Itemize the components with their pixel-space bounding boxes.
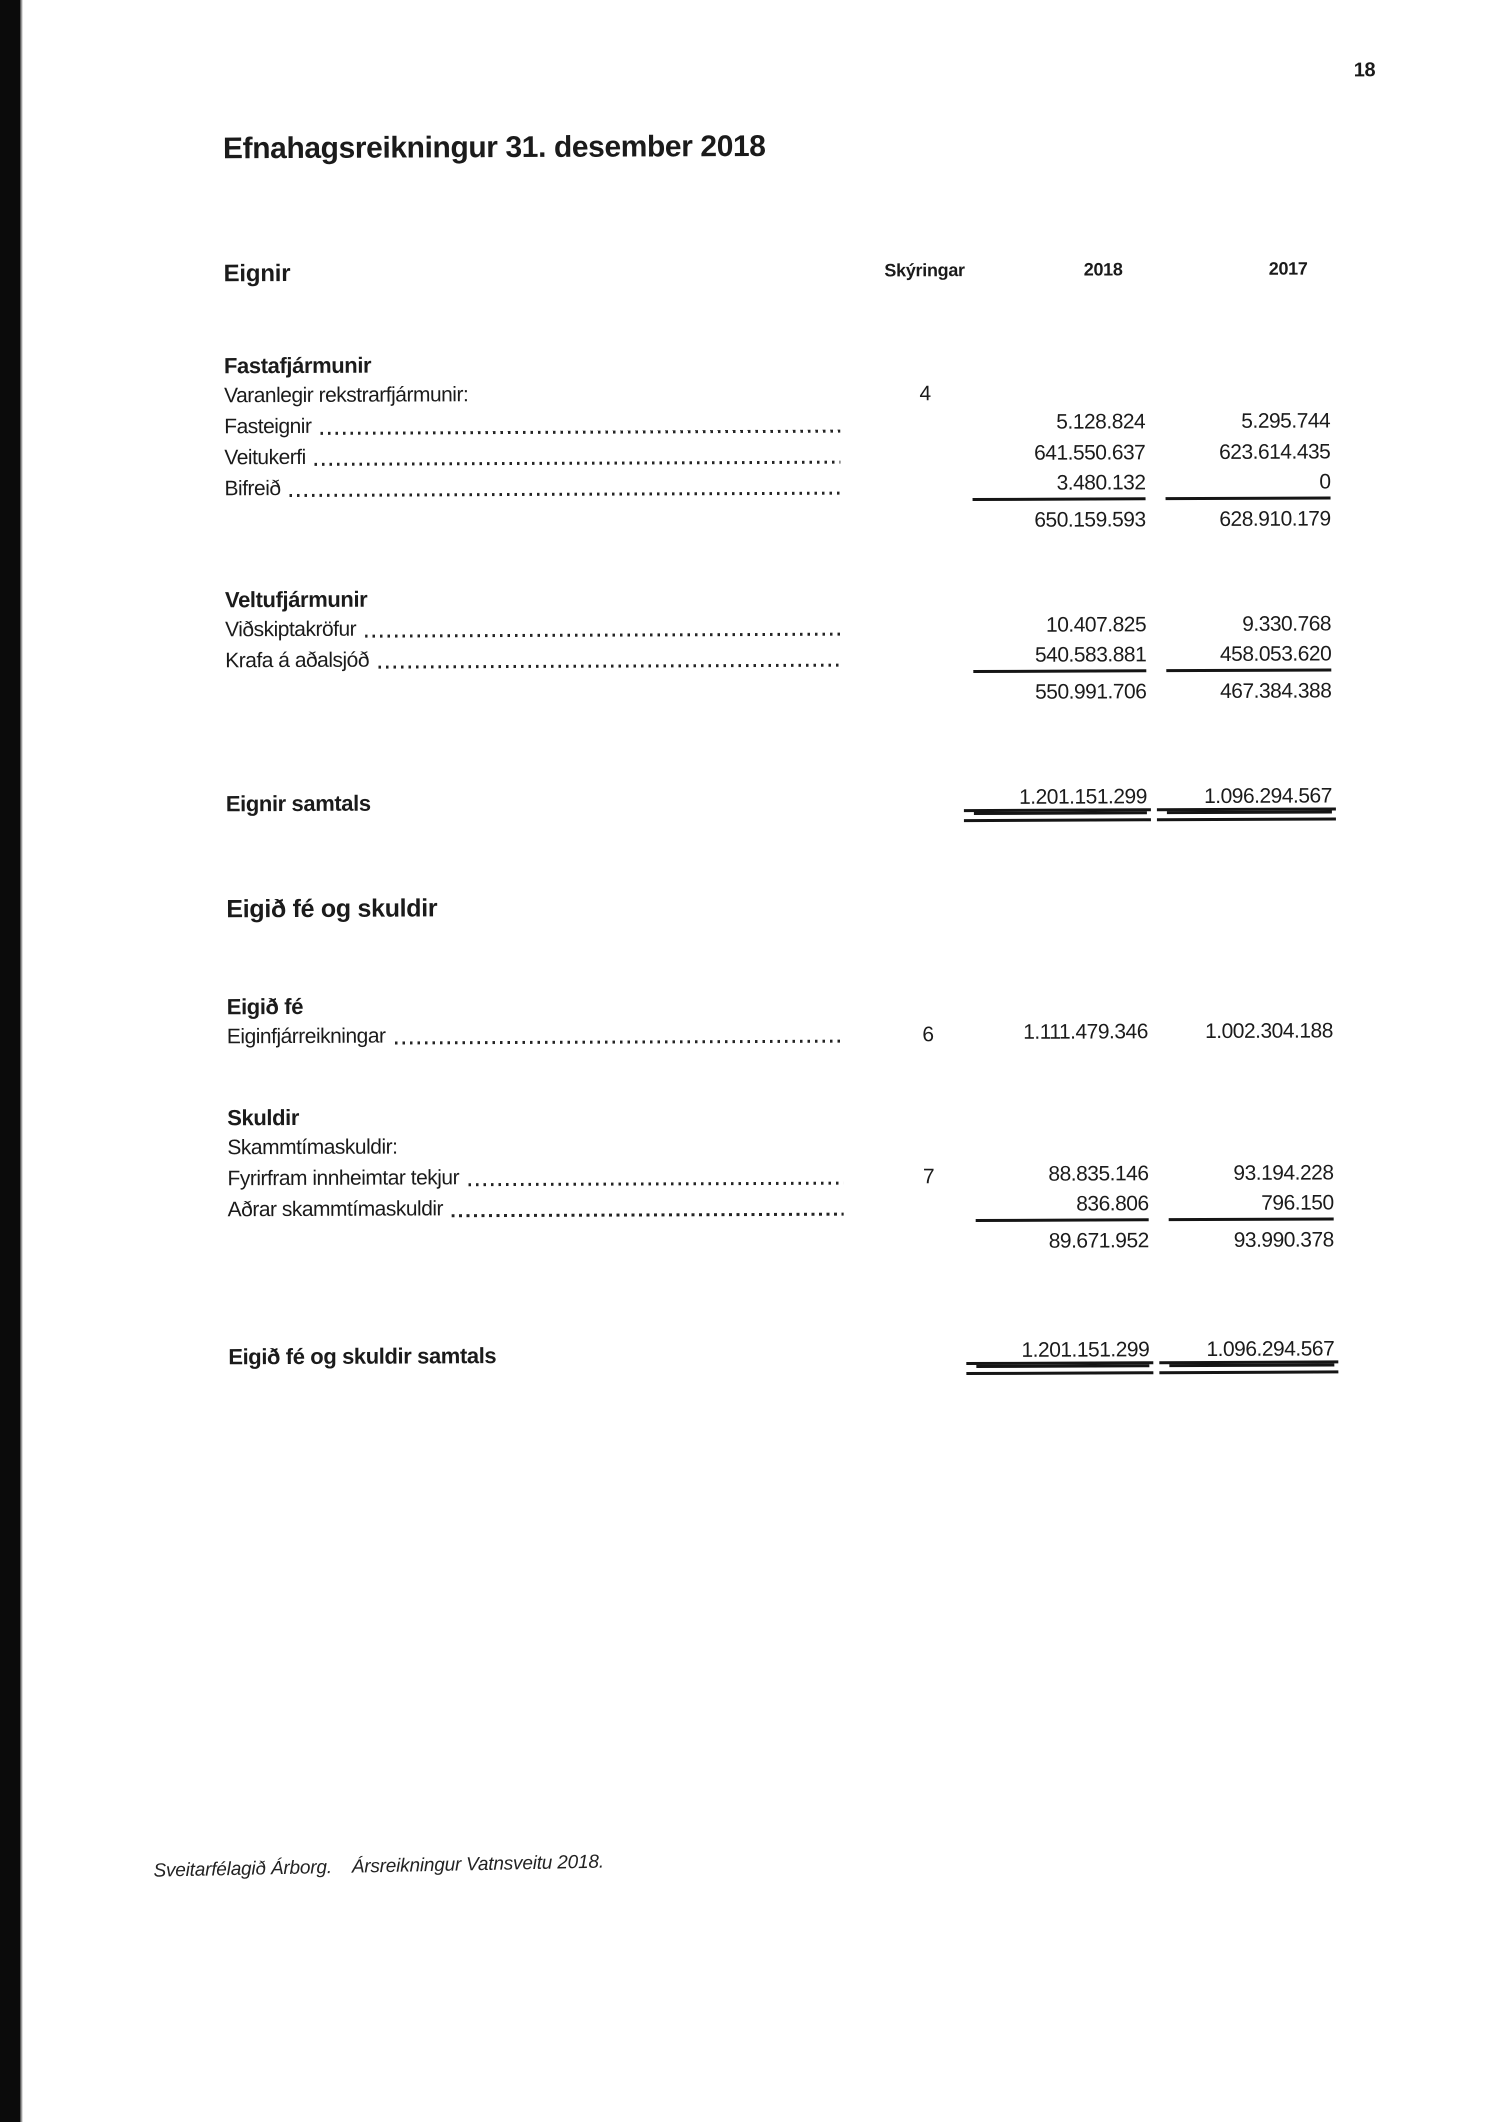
value-2018: 3.480.132 (972, 471, 1145, 501)
equity-liabilities-heading: Eigið fé og skuldir (226, 894, 438, 924)
total-label: Eignir samtals (225, 790, 371, 816)
total-label: Eigið fé og skuldir samtals (228, 1342, 497, 1369)
section-heading: Fastafjármunir (223, 352, 372, 378)
current-assets-section (225, 579, 1332, 713)
dotted-leader (452, 1212, 844, 1217)
row-label: Krafa á aðalsjóð (225, 649, 370, 673)
value-2018: 88.835.146 (1048, 1162, 1149, 1187)
table-row (227, 1159, 1333, 1195)
dotted-leader (320, 429, 840, 434)
value-2017: 796.150 (1169, 1191, 1334, 1221)
dotted-leader (395, 1039, 843, 1044)
total-2017: 1.096.294.567 (1167, 784, 1332, 814)
value-2017: 9.330.768 (1242, 612, 1332, 637)
table-row (225, 610, 1331, 646)
value-2017: 1.002.304.188 (1205, 1019, 1333, 1044)
assets-heading: Eignir (223, 259, 291, 287)
value-2018: 1.111.479.346 (1023, 1020, 1148, 1045)
page-number: 18 (1353, 59, 1376, 82)
table-row (227, 1017, 1333, 1053)
value-2018: 836.806 (976, 1192, 1149, 1222)
table-row (224, 469, 1330, 505)
row-label: Skammtímaskuldir: (227, 1135, 398, 1160)
footer-org: Sveitarfélagið Árborg. (153, 1857, 333, 1882)
equity-section (227, 986, 1333, 1053)
value-2017: 93.194.228 (1233, 1161, 1334, 1186)
row-label: Eiginfjárreikningar (226, 1025, 386, 1049)
column-header-2018: 2018 (1083, 259, 1123, 280)
sum-2017: 93.990.378 (1233, 1228, 1334, 1253)
table-row (225, 641, 1331, 677)
liabilities-section (227, 1097, 1334, 1262)
row-label: Bifreið (224, 477, 281, 501)
dotted-leader (290, 491, 841, 496)
total-row (226, 783, 1332, 819)
section-heading: Eigið fé (226, 993, 304, 1019)
footer-doc: Ársreikningur Vatnsveitu 2018. (351, 1851, 605, 1878)
assets-header-section (223, 253, 1329, 289)
sum-2018: 650.159.593 (1034, 508, 1146, 533)
row-label: Aðrar skammtímaskuldir (227, 1197, 444, 1222)
dotted-leader (315, 460, 841, 465)
value-2017: 0 (1165, 470, 1330, 500)
value-2018: 10.407.825 (1045, 613, 1147, 638)
fixed-assets-section (224, 345, 1331, 541)
row-label: Fyrirfram innheimtar tekjur (227, 1166, 460, 1191)
dotted-leader (365, 632, 841, 637)
value-2018: 5.128.824 (1056, 410, 1146, 435)
value-2018: 641.550.637 (1034, 441, 1146, 466)
table-row (224, 438, 1330, 474)
column-header-2017: 2017 (1268, 258, 1308, 279)
value-2017: 458.053.620 (1166, 642, 1331, 672)
total-2018: 1.201.151.299 (976, 1338, 1149, 1368)
document-title: Efnahagsreikningur 31. desember 2018 (222, 129, 766, 166)
sum-row (228, 1226, 1334, 1262)
table-row (224, 407, 1330, 443)
total-2018: 1.201.151.299 (974, 785, 1147, 815)
column-header-notes: Skýringar (884, 260, 965, 281)
dotted-leader (468, 1181, 843, 1186)
footer-text (153, 1852, 604, 1883)
row-label: Fasteignir (224, 415, 312, 439)
sum-2018: 89.671.952 (1048, 1229, 1149, 1254)
note-ref: 4 (919, 381, 931, 405)
table-row (228, 1190, 1334, 1226)
column-header-row (223, 253, 1329, 289)
value-2017: 623.614.435 (1219, 440, 1331, 465)
table-subheading-row (224, 376, 1330, 412)
dotted-leader (378, 663, 841, 668)
note-ref: 6 (922, 1022, 934, 1046)
note-ref: 7 (922, 1164, 935, 1188)
row-label: Viðskiptakröfur (225, 618, 357, 642)
grand-total-section (228, 1336, 1334, 1372)
total-row (228, 1336, 1334, 1372)
value-2018: 540.583.881 (973, 643, 1146, 673)
table-subheading-row (227, 1128, 1333, 1164)
sum-row (225, 505, 1331, 541)
section-heading: Veltufjármunir (224, 586, 368, 612)
section-heading: Skuldir (227, 1104, 300, 1130)
total-2017: 1.096.294.567 (1169, 1337, 1334, 1367)
sum-row (225, 677, 1331, 713)
row-label: Varanlegir rekstrarfjármunir: (224, 383, 469, 408)
sum-2017: 467.384.388 (1220, 679, 1332, 704)
value-2017: 5.295.744 (1241, 409, 1331, 434)
sum-2017: 628.910.179 (1219, 507, 1331, 532)
sum-2018: 550.991.706 (1035, 680, 1147, 705)
assets-total-section (226, 783, 1332, 819)
row-label: Veitukerfi (224, 446, 306, 470)
